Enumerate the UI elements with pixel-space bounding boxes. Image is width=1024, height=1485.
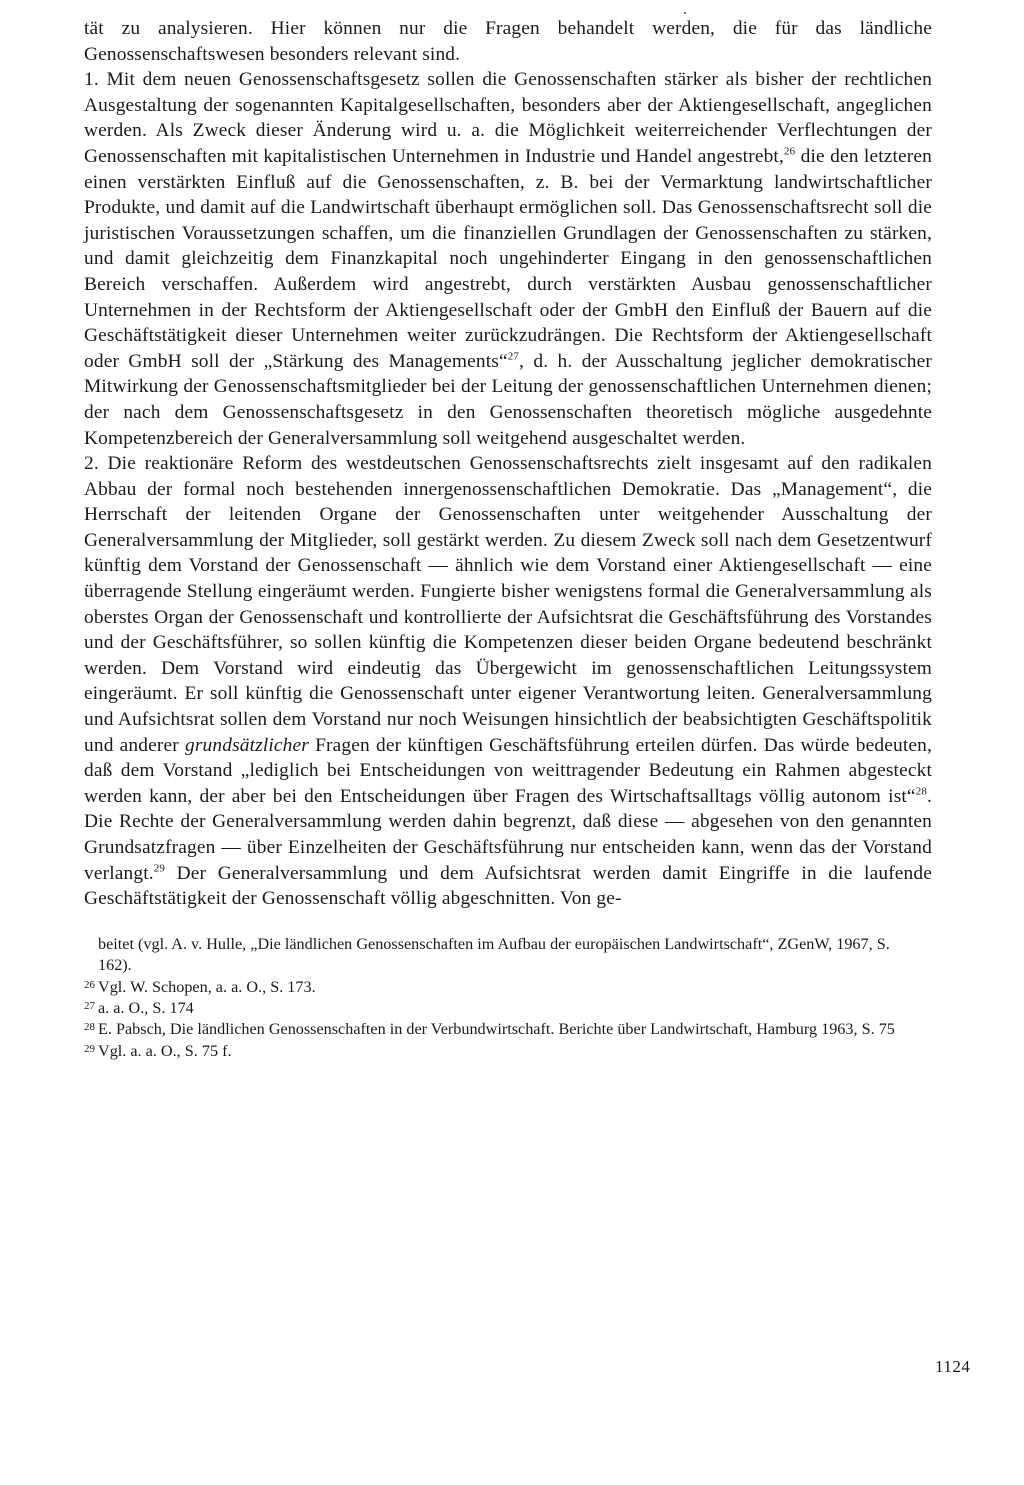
footnote-text: a. a. O., S. 174 bbox=[98, 999, 194, 1017]
text-run: tät zu analysieren. Hier können nur die Fragen behandelt werden, die für das ländliche Genossenschaftswesen besonders relevant sind. bbox=[84, 18, 932, 65]
text-run: , d. h. der Ausschaltung jeglicher demokratischer Mitwirkung der Genossenschaftsmitglieder bei der Leitung der genossenschaftlichen Unternehmen dienen; der nach dem Genossenschaftsgesetz in den Genossenschaften theoretisch mögliche ausgedehnte Kompetenzbereich der Generalversammlung soll weitgehend ausgeschaltet werden. bbox=[84, 350, 932, 449]
footnote-ref: 26 bbox=[783, 145, 796, 158]
text-run: 2. Die reaktionäre Reform des westdeutschen Genossenschaftsrechts zielt insgesamt auf den radikalen Abbau der formal noch bestehenden innergenossenschaftlichen Demokratie. Das „Management“, die Herrschaft der leitenden Organe der Genossenschaften unter weitgehender Ausschaltung der Generalversammlung der Mitglieder, soll gestärkt werden. Zu diesem Zweck soll nach dem Gesetzentwurf künftig dem Vorstand der Genossenschaft — ähnlich wie dem Vorstand einer Aktiengesellschaft — eine überragende Stellung eingeräumt werden. Fungierte bisher wenigstens formal die Generalversammlung als oberstes Organ der Genossenschaft und kontrollierte der Aufsichtsrat die Geschäftsführung des Vorstandes und der Geschäftsführer, so sollen künftig die Kompetenzen dieser beiden Organe bedeutend beschränkt werden. Dem Vorstand wird eindeutig das Übergewicht im genossenschaftlichen Leitungssystem eingeräumt. Er soll künftig die Genossenschaft unter eigener Verantwortung leiten. Generalversammlung und Aufsichtsrat sollen dem Vorstand nur noch Weisungen hinsichtlich der beabsichtigten Geschäftspolitik und anderer bbox=[84, 453, 932, 756]
text-run: die den letzteren einen verstärkten Einfluß auf die Genossenschaften, z. B. bei der Vermarktung landwirtschaftlicher Produkte, und damit auf die Landwirtschaft überhaupt ermöglichen soll. Das Genossenschaftsrecht soll die juristischen Voraussetzungen schaffen, um die finanziellen Grundlagen der Genossenschaften zu stärken, und damit gleichzeitig dem Finanzkapital noch ungehinderter Eingang in den genossenschaftlichen Bereich verschaffen. Außerdem wird angestrebt, durch verstärkten Ausbau genossenschaftlicher Unternehmen in der Rechtsform der Aktiengesellschaft oder der GmbH den Einfluß der Bauern auf die Geschäftstätigkeit dieser Unternehmen weiter zurückzudrängen. Die Rechtsform der Aktiengesellschaft oder GmbH soll der „Stärkung des Managements“ bbox=[84, 145, 932, 372]
footnote-mark: 29 bbox=[84, 1042, 95, 1055]
footnote-mark: 27 bbox=[84, 1000, 95, 1012]
footnote-text: beitet (vgl. A. v. Hulle, „Die ländlichen Genossenschaften im Aufbau der europäischen Landwirtschaft“, ZGenW, 1967, S. 162). bbox=[98, 934, 890, 975]
text-run: Der Generalversammlung und dem Aufsichtsrat werden damit Eingriffe in die laufende Geschäftstätigkeit der Genossenschaft völlig abgeschnitten. Von ge- bbox=[84, 862, 932, 910]
footnote-text: Vgl. W. Schopen, a. a. O., S. 173. bbox=[98, 977, 316, 996]
footnote-text: Vgl. a. a. O., S. 75 f. bbox=[98, 1041, 232, 1060]
footnote bbox=[84, 1019, 932, 1040]
footnote bbox=[84, 934, 932, 977]
footnote-mark bbox=[84, 934, 98, 977]
footnote-ref: 28 bbox=[915, 785, 927, 798]
paragraph bbox=[84, 67, 932, 451]
document-page bbox=[84, 16, 932, 1062]
footnote-ref: 29 bbox=[153, 862, 166, 875]
page-number: 1124 bbox=[935, 1357, 971, 1376]
footnote-mark: 26 bbox=[84, 978, 95, 991]
paragraph bbox=[84, 451, 932, 912]
footnote bbox=[84, 998, 932, 1019]
emphasis: grundsätzlicher bbox=[185, 734, 309, 756]
footnote bbox=[84, 977, 932, 998]
text-run: . Die Rechte der Generalversammlung werden dahin begrenzt, daß diese — abgesehen von den genannten Grundsatzfragen — über Einzelheiten der Geschäftsführung nur entscheiden kann, wenn das der Vorstand verlangt. bbox=[84, 785, 932, 884]
text-run: Fragen der künftigen Geschäftsführung erteilen dürfen. Das würde bedeuten, daß dem Vorstand „lediglich bei Entscheidungen von weittragender Bedeutung ein Rahmen abgesteckt werden kann, der aber bei den Entscheidungen über Fragen des Wirtschaftsalltags völlig autonom ist“ bbox=[84, 734, 932, 807]
footnotes bbox=[84, 934, 932, 1062]
scan-speck bbox=[684, 12, 686, 14]
main-text bbox=[84, 16, 932, 912]
footnote-text: E. Pabsch, Die ländlichen Genossenschaften in der Verbundwirtschaft. Berichte über Landwirtschaft, Hamburg 1963, S. 75 bbox=[98, 1020, 895, 1039]
footnote bbox=[84, 1041, 932, 1062]
text-run: 1. Mit dem neuen Genossenschaftsgesetz sollen die Genossenschaften stärker als bisher der rechtlichen Ausgestaltung der sogenannten Kapitalgesellschaften, besonders aber der Aktiengesellschaft, angeglichen werden. Als Zweck dieser Änderung wird u. a. die Möglichkeit weiterreichender Verflechtungen der Genossenschaften mit kapitalistischen Unternehmen in Industrie und Handel angestrebt, bbox=[84, 69, 932, 167]
footnote-ref: 27 bbox=[507, 350, 520, 363]
paragraph bbox=[84, 16, 932, 67]
footnote-mark: 28 bbox=[84, 1021, 95, 1034]
